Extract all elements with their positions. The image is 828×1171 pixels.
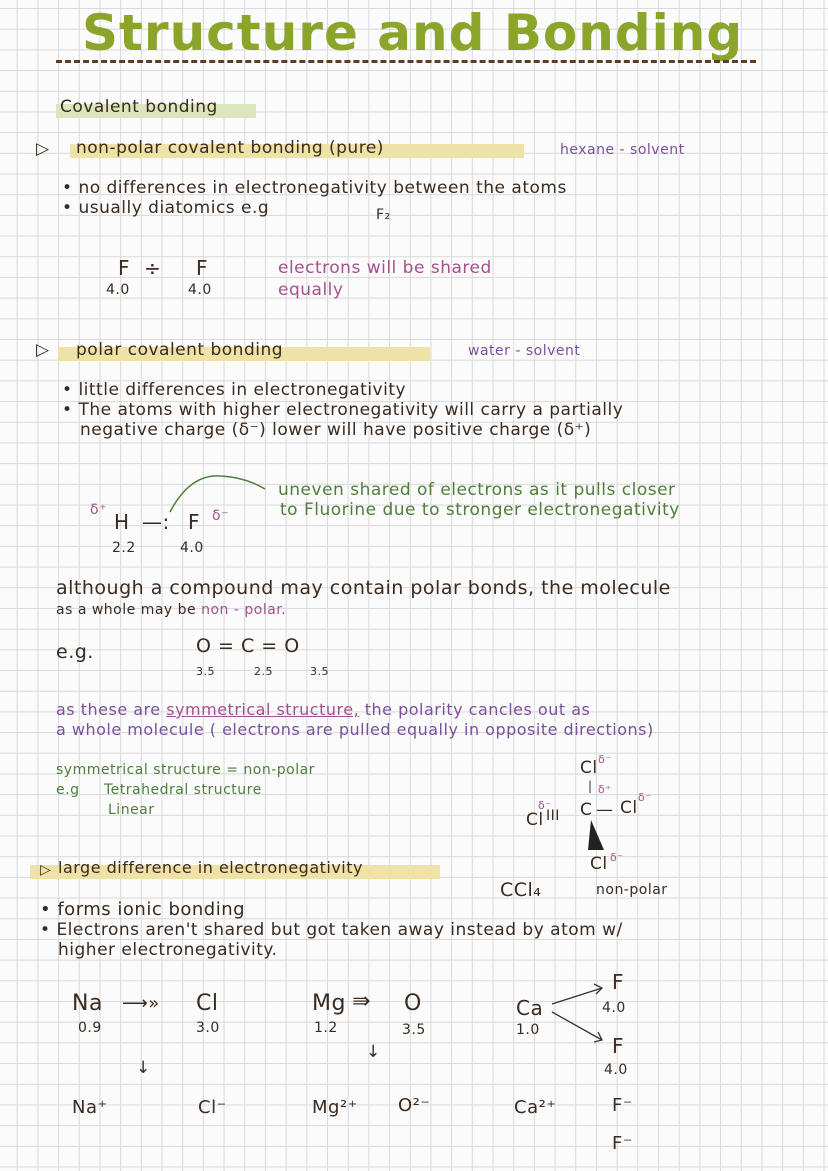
bullet-text: forms ionic bonding	[57, 899, 246, 920]
ccl4-label: non-polar	[596, 882, 668, 898]
page-title: Structure and Bonding	[82, 4, 744, 62]
underlined-text: symmetrical structure,	[166, 700, 360, 719]
bond-line: —	[596, 800, 614, 820]
delta-minus: δ⁻	[212, 508, 229, 524]
f-atom: F	[612, 970, 625, 994]
cl-atom: Cl	[620, 798, 638, 818]
electronegativity: 4.0	[106, 282, 130, 298]
delta-plus: δ⁺	[598, 783, 612, 796]
electronegativity: 0.9	[78, 1020, 102, 1036]
bullet-text: usually diatomics e.g	[78, 198, 270, 218]
eg-label: e.g	[56, 782, 80, 798]
bullet-text: no differences in electronegativity between the atoms	[78, 178, 567, 198]
electronegativity: 4.0	[602, 1000, 626, 1016]
bullet: • The atoms with higher electronegativity will carry a partially	[62, 400, 624, 420]
electronegativity: 3.0	[196, 1020, 220, 1036]
symmetry-line	[56, 700, 590, 720]
transfer-arrow-icon: ⟶»	[122, 993, 160, 1014]
bullet-text: The atoms with higher electronegativity will carry a partially	[78, 400, 624, 420]
text: the polarity cancles out as	[359, 700, 591, 719]
f-atom: F	[118, 256, 131, 280]
bullet: • Electrons aren't shared but got taken away instead by atom w/	[40, 920, 623, 940]
electronegativity: 3.5	[310, 665, 329, 678]
electronegativity: 2.2	[112, 540, 136, 556]
electronegativity: 4.0	[188, 282, 212, 298]
f-atom: F	[188, 510, 201, 534]
electronegativity: 2.5	[254, 665, 273, 678]
bullet-text: higher electronegativity.	[58, 940, 278, 960]
cl-ion: Cl⁻	[198, 1097, 227, 1118]
delta-minus: δ⁻	[638, 791, 652, 804]
f-ion: F⁻	[612, 1133, 633, 1154]
electronegativity: 4.0	[180, 540, 204, 556]
electronegativity: 3.5	[402, 1022, 426, 1038]
wedge-bond	[588, 820, 608, 854]
rule-line: symmetrical structure = non-polar	[56, 762, 315, 778]
delta-minus: δ⁻	[610, 851, 624, 864]
ionic-heading: large difference in electronegativity	[58, 858, 363, 877]
cl-atom: Cl	[526, 810, 544, 830]
co2-formula: O = C = O	[196, 635, 300, 657]
bullet: • little differences in electronegativity	[62, 380, 407, 400]
transfer-arrow-icon: ⇛	[352, 989, 371, 1014]
o-ion: O²⁻	[398, 1095, 431, 1116]
transfer-arrows-icon	[550, 982, 610, 1052]
cl-atom: Cl	[580, 758, 598, 778]
rule-example: Linear	[108, 802, 155, 818]
polar-heading: polar covalent bonding	[76, 340, 284, 360]
cl-atom: Cl	[196, 991, 219, 1016]
bullet: • no differences in electronegativity between the atoms	[62, 178, 567, 198]
although-line	[56, 600, 286, 620]
symmetry-line: a whole molecule ( electrons are pulled equally in opposite directions)	[56, 720, 654, 739]
electronegativity: 4.0	[604, 1062, 628, 1078]
electronegativity: 1.0	[516, 1022, 540, 1038]
example-formula: F₂	[376, 207, 391, 223]
section-heading: Covalent bonding	[60, 97, 218, 117]
note: equally	[278, 280, 344, 300]
bond-symbol: —:	[142, 510, 170, 534]
rule-example: Tetrahedral structure	[104, 782, 262, 798]
delta-minus: δ⁻	[598, 753, 612, 766]
bullet: • usually diatomics e.g	[62, 198, 270, 218]
note: to Fluorine due to stronger electronegativity	[280, 500, 680, 520]
o-atom: O	[404, 991, 422, 1016]
although-line: although a compound may contain polar bonds, the molecule	[56, 577, 671, 599]
mg-ion: Mg²⁺	[312, 1097, 358, 1118]
hashed-bond: III	[546, 808, 560, 824]
non-polar-highlight: non - polar.	[201, 602, 287, 618]
ccl4-formula: CCl₄	[500, 879, 542, 901]
cl-atom: Cl	[590, 854, 608, 874]
note: uneven shared of electrons as it pulls closer	[278, 480, 676, 500]
nonpolar-heading: non-polar covalent bonding (pure)	[76, 138, 384, 158]
polar-side-note: water - solvent	[468, 343, 581, 359]
text: as a whole may be	[56, 602, 197, 618]
f-atom: F	[612, 1034, 625, 1058]
electronegativity: 3.5	[196, 665, 215, 678]
bullet: • forms ionic bonding	[40, 899, 246, 920]
triangle-marker-icon: ▷	[40, 862, 52, 878]
nonpolar-side-note: hexane - solvent	[560, 142, 685, 158]
note: electrons will be shared	[278, 258, 492, 278]
f-atom: F	[196, 256, 209, 280]
mg-atom: Mg	[312, 991, 346, 1016]
na-atom: Na	[72, 991, 103, 1016]
ca-ion: Ca²⁺	[514, 1097, 557, 1118]
na-ion: Na⁺	[72, 1097, 108, 1118]
delta-plus: δ⁺	[90, 502, 107, 518]
bullet-text: Electrons aren't shared but got taken away instead by atom w/	[56, 920, 623, 940]
electronegativity: 1.2	[314, 1020, 338, 1036]
delta-minus: δ⁻	[538, 799, 552, 812]
ca-atom: Ca	[516, 996, 544, 1020]
f-ion: F⁻	[612, 1095, 633, 1116]
eg-label: e.g.	[56, 641, 94, 663]
title-divider	[56, 60, 756, 63]
bond-symbol: ÷	[144, 256, 162, 280]
triangle-marker-icon: ▷	[36, 139, 50, 159]
h-atom: H	[114, 510, 130, 534]
text: as these are	[56, 700, 161, 719]
triangle-marker-icon: ▷	[36, 340, 50, 360]
down-arrow-icon: ↓	[136, 1058, 151, 1078]
c-atom: C	[580, 800, 593, 820]
down-arrow-icon: ↓	[366, 1042, 381, 1062]
bond-line: |	[588, 779, 593, 793]
bullet-text: negative charge (δ⁻) lower will have positive charge (δ⁺)	[80, 420, 592, 440]
bullet-text: little differences in electronegativity	[78, 380, 407, 400]
